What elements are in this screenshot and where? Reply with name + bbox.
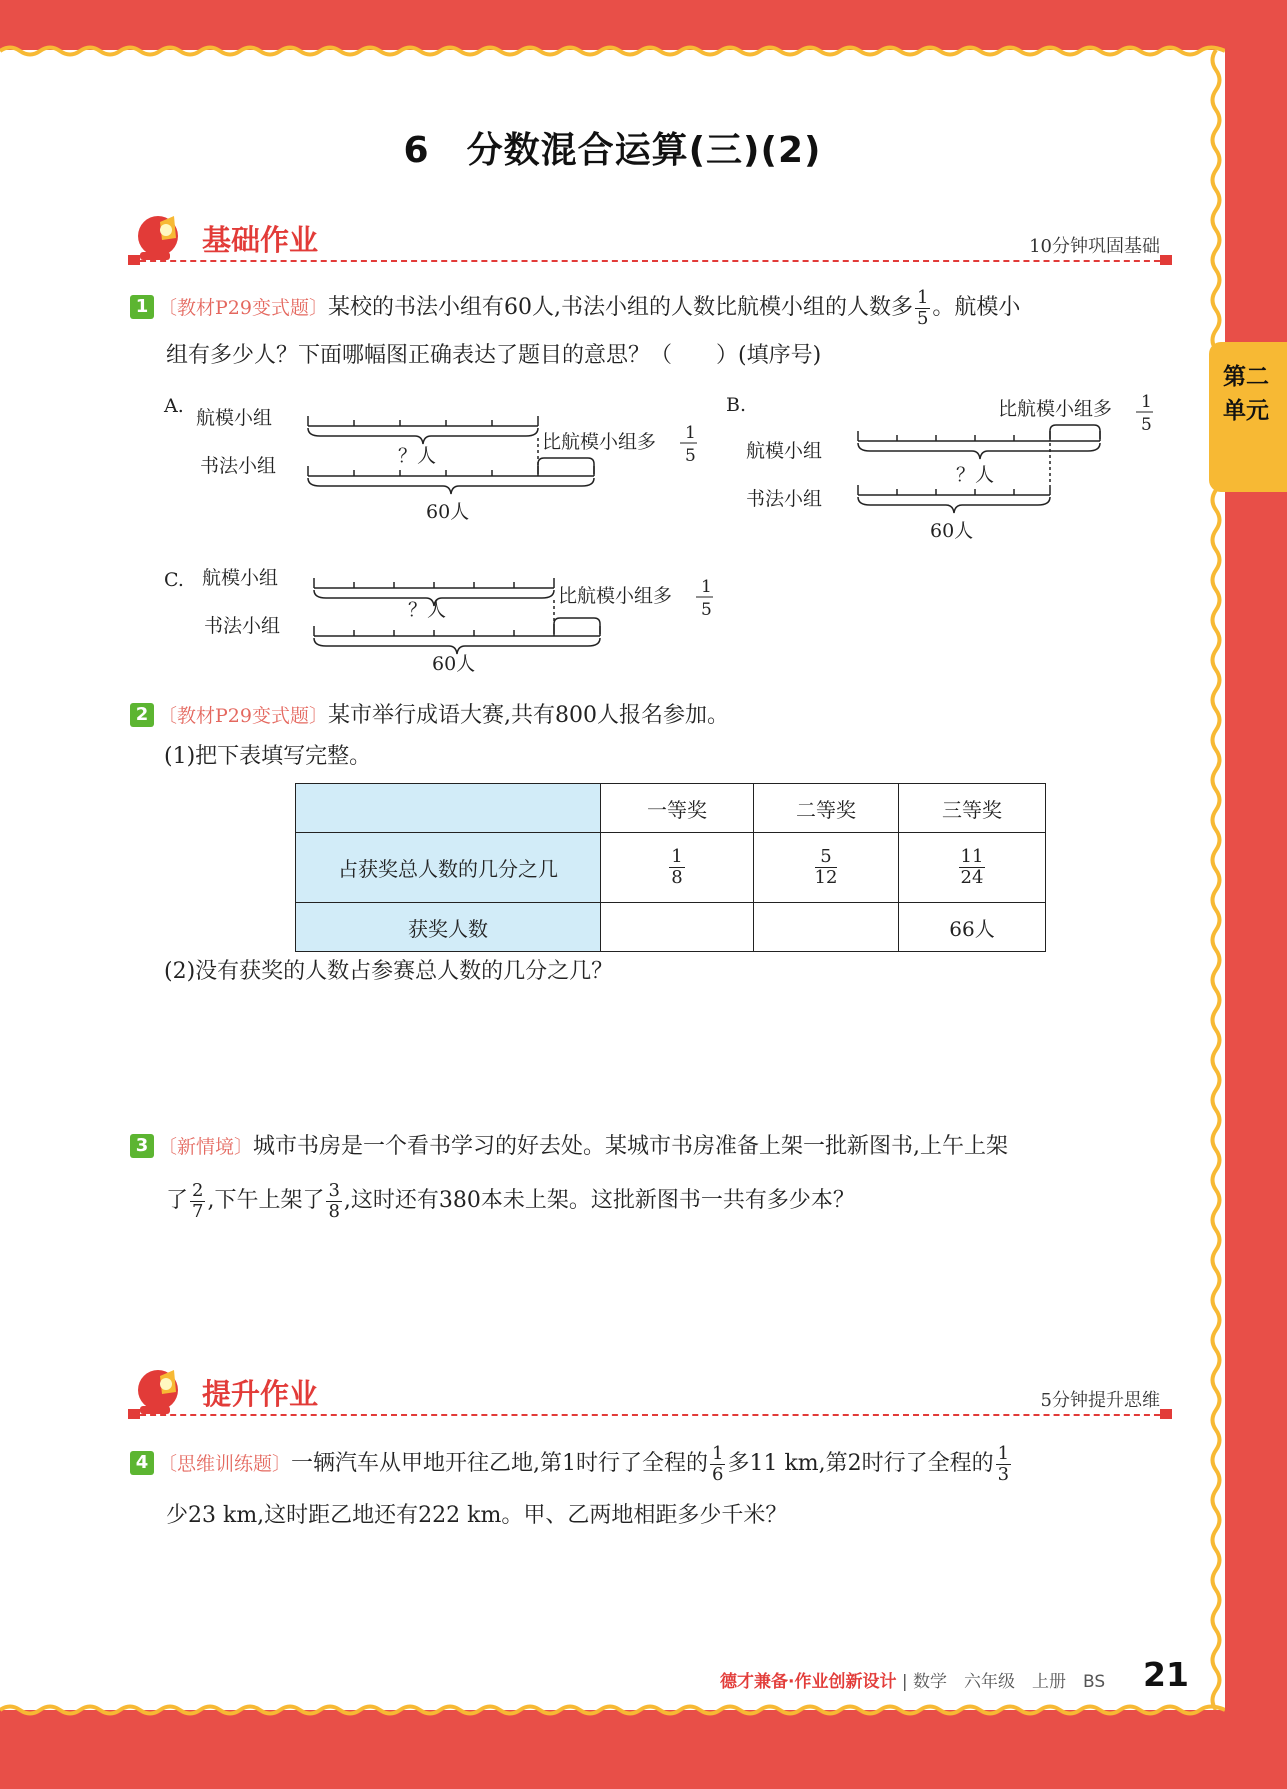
diagram-more-label: 比航模小组多: [558, 585, 673, 607]
question-tag: 〔新情境〕: [158, 1136, 254, 1158]
fraction: $\frac{11}{24}$: [960, 846, 984, 888]
fraction: $\frac{5}{12}$: [814, 846, 838, 888]
diagram-row-label: 书法小组: [204, 615, 281, 637]
prize-table: [295, 783, 1046, 952]
question-number: 2: [130, 703, 154, 727]
section-header-advanced: [130, 1364, 1170, 1424]
subquestion-2: (2)没有获奖的人数占参赛总人数的几分之几？: [164, 959, 614, 984]
fraction: $\frac{1}{8}$: [671, 846, 683, 888]
svg-text:1: 1: [1141, 392, 1152, 412]
diagram-letter: B.: [726, 394, 747, 416]
diagram-more-label: 比航模小组多: [998, 398, 1113, 420]
svg-text:5: 5: [701, 600, 712, 620]
question-number: 1: [130, 295, 154, 319]
section-divider: [130, 260, 1170, 262]
svg-text:1: 1: [701, 577, 712, 597]
unit-side-tab: [1209, 342, 1287, 492]
diagram-row-label: 航模小组: [196, 407, 273, 429]
section-label: 基础作业: [202, 223, 319, 257]
right-wave-border: [1205, 50, 1227, 1710]
diagram-row-label: 书法小组: [746, 488, 823, 510]
question-3: 3 〔新情境〕城市书房是一个看书学习的好去处。某城市书房准备上架一批新图书,上午上架 了 $\frac{2}{7}$ ,下午上架了 $\frac{3}{8}$ ,这时还有380本未上架。这批新图书一共有多少本？: [130, 1120, 1175, 1228]
diagram-question: ？人: [398, 445, 437, 467]
fraction: $\frac{1}{5}$: [916, 286, 929, 329]
diagram-row-label: 航模小组: [746, 440, 823, 462]
page-number: 21: [1143, 1655, 1189, 1694]
table-header-cell: [296, 784, 601, 833]
table-cell: [601, 833, 754, 903]
question-text: 某市举行成语大赛,共有800人报名参加。: [327, 703, 729, 728]
diagram-a: [160, 388, 720, 528]
table-cell: 66人: [899, 903, 1046, 952]
fraction: $\frac{2}{7}$: [192, 1179, 204, 1222]
section-label: 提升作业: [202, 1377, 319, 1411]
subquestion-1: (1)把下表填写完整。: [164, 744, 372, 769]
bottom-wave-border: [0, 1703, 1225, 1717]
section-note: 10分钟巩固基础: [1029, 236, 1160, 257]
divider-end-left: [128, 255, 140, 265]
table-answer-cell[interactable]: [601, 903, 754, 952]
question-text-line2: 少23 km,这时距乙地还有222 km。甲、乙两地相距多少千米？: [166, 1503, 788, 1528]
svg-text:1: 1: [685, 423, 696, 443]
question-4: 4 〔思维训练题〕一辆汽车从甲地开往乙地,第1时行了全程的 $\frac{1}{6}$ 多11 km,第2时行了全程的 $\frac{1}{3}$ 少23 km,这时距乙地还有222 km。甲、乙两地相距多少千米？: [130, 1438, 1175, 1542]
diagram-b: [720, 385, 1160, 555]
footer-brand: 德才兼备·作业创新设计: [720, 1672, 897, 1692]
section-note: 5分钟提升思维: [1040, 1390, 1160, 1411]
diagram-total: 60人: [930, 520, 974, 542]
question-number: 3: [130, 1134, 154, 1158]
top-wave-border: [0, 44, 1225, 58]
divider-end-right: [1160, 255, 1172, 265]
section-header-basic: [130, 210, 1170, 270]
question-text: 某校的书法小组有60人,书法小组的人数比航模小组的人数多: [327, 295, 913, 320]
fraction: $\frac{1}{6}$: [712, 1442, 724, 1485]
table-header-cell: 二等奖: [754, 784, 899, 833]
diagram-row-label: 航模小组: [202, 567, 279, 589]
diagram-more-label: 比航模小组多: [542, 431, 657, 453]
diagram-letter: A.: [164, 395, 184, 417]
page-title: 6 分数混合运算(三)(2): [403, 130, 822, 171]
divider-end-right: [1160, 1409, 1172, 1419]
table-row-label: 占获奖总人数的几分之几: [296, 833, 601, 903]
question-text: 。航模小: [932, 295, 1021, 320]
question-2: [130, 692, 1175, 774]
question-text: 城市书房是一个看书学习的好去处。某城市书房准备上架一批新图书,上午上架: [253, 1134, 1009, 1159]
diagram-letter: C.: [164, 569, 184, 591]
diagram-total: 60人: [426, 501, 470, 523]
svg-text:5: 5: [685, 446, 696, 466]
table-row-label: 获奖人数: [296, 903, 601, 952]
diagram-total: 60人: [432, 653, 476, 675]
fraction: $\frac{3}{8}$: [328, 1179, 340, 1222]
diagram-row-label: 书法小组: [200, 455, 277, 477]
diagram-question: ？人: [408, 599, 447, 621]
question-1: [130, 284, 1175, 380]
unit-side-tab-label: 第二单元: [1223, 364, 1269, 424]
fraction: $\frac{1}{3}$: [997, 1442, 1010, 1485]
diagram-c: [160, 558, 720, 678]
table-header-cell: 三等奖: [899, 784, 1046, 833]
question-tag: 〔教材P29变式题〕: [158, 297, 328, 319]
section-divider: [130, 1414, 1170, 1416]
question-tag: 〔思维训练题〕: [158, 1453, 292, 1475]
question-text: 一辆汽车从甲地开往乙地,第1时行了全程的: [291, 1451, 709, 1476]
svg-text:5: 5: [1141, 415, 1152, 435]
table-answer-cell[interactable]: [754, 903, 899, 952]
table-header-cell: 一等奖: [601, 784, 754, 833]
question-text-line2: 组有多少人？下面哪幅图正确表达了题目的意思？（ ）(填序号): [166, 343, 822, 368]
footer: [720, 1667, 1105, 1692]
footer-info: | 数学 六年级 上册 BS: [901, 1672, 1106, 1692]
question-number: 4: [130, 1451, 154, 1475]
question-tag: 〔教材P29变式题〕: [158, 705, 328, 727]
table-cell: [754, 833, 899, 903]
diagram-question: ？人: [956, 464, 995, 486]
divider-end-left: [128, 1409, 140, 1419]
table-cell: [899, 833, 1046, 903]
